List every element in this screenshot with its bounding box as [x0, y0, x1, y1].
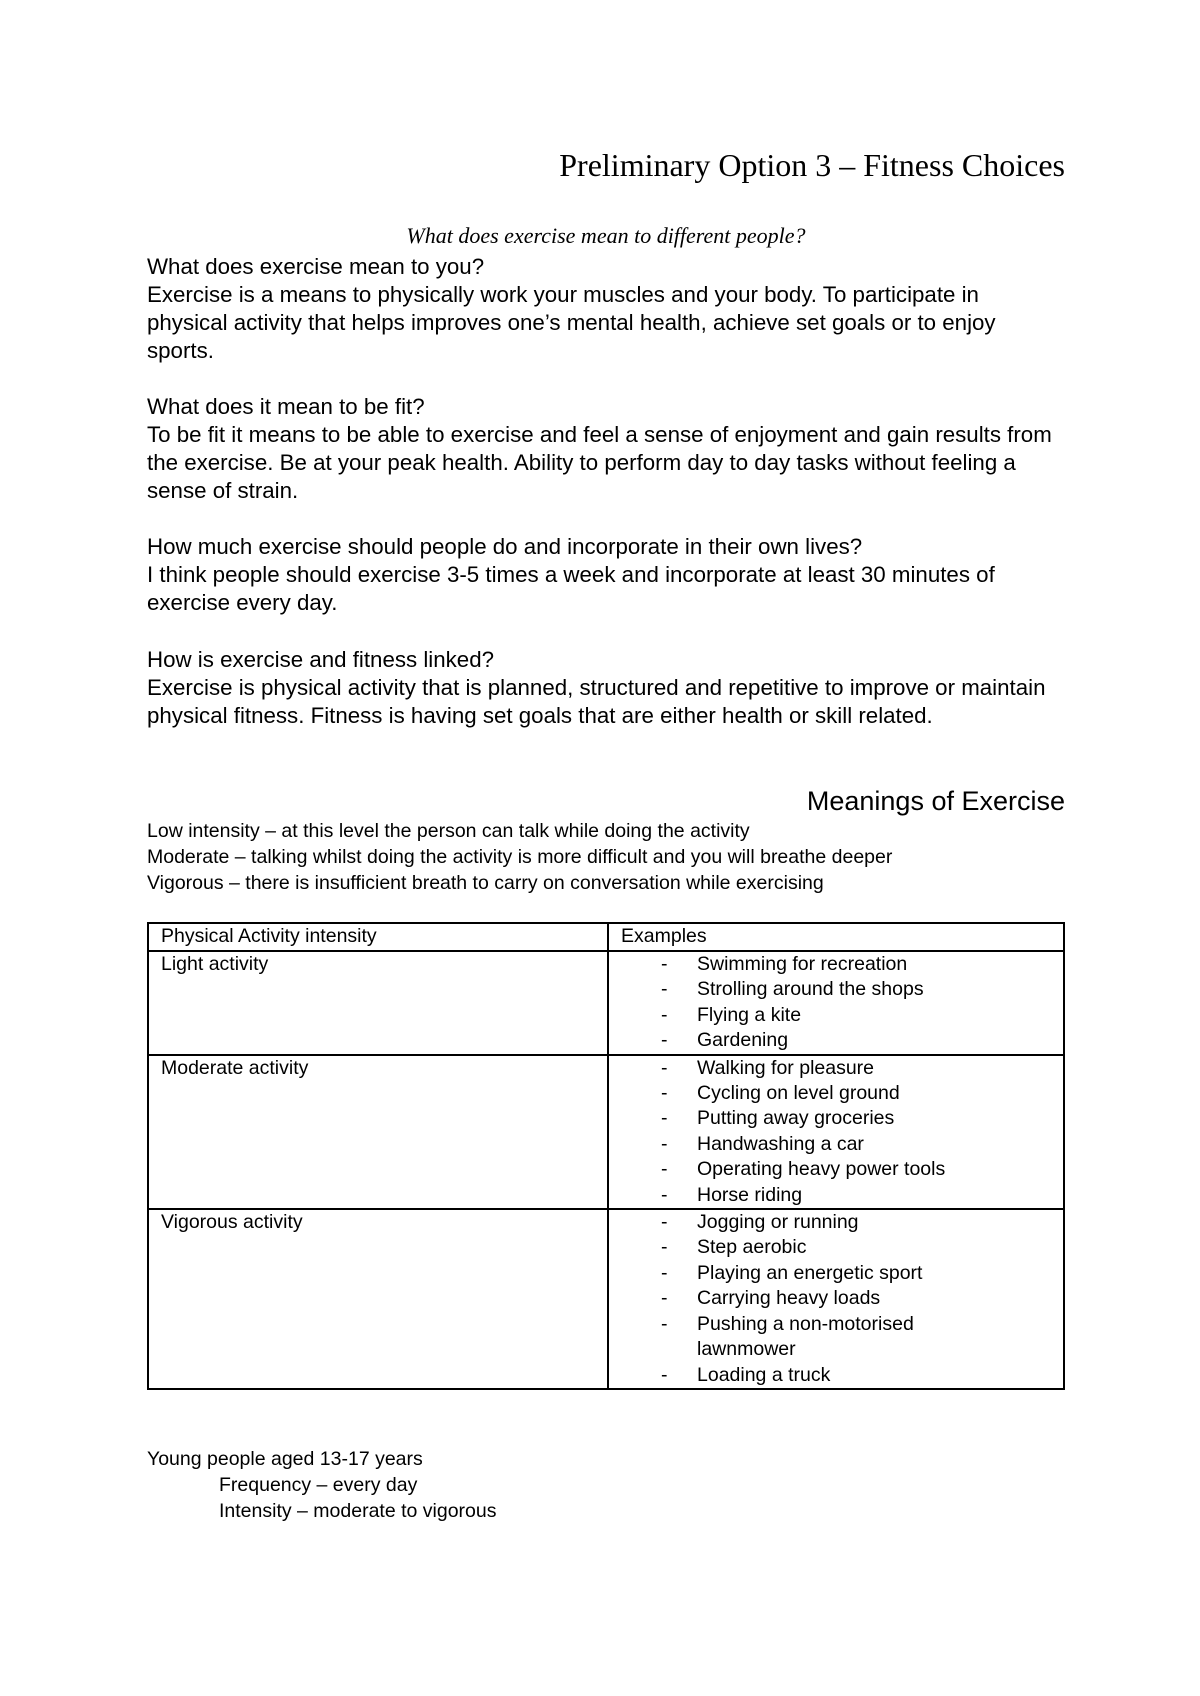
list-item: - Playing an energetic sport	[621, 1261, 997, 1286]
qa-block-3	[147, 533, 1065, 617]
table-row	[148, 1209, 1064, 1389]
young-people-guidelines	[147, 1446, 1065, 1524]
examples-list	[621, 952, 1063, 1054]
meanings-heading: Meanings of Exercise	[806, 786, 1065, 816]
bullet-dash: -	[661, 1107, 668, 1130]
list-item: - Loading a truck	[621, 1363, 997, 1388]
qa-block-1	[147, 253, 1065, 365]
answer-1: Exercise is a means to physically work your muscles and your body. To participate in physical activity that helps improves one’s mental health, achieve set goals or to enjoy sports.	[147, 282, 996, 363]
qa-block-4	[147, 646, 1065, 730]
examples-cell	[608, 1055, 1064, 1209]
activity-table	[147, 922, 1065, 1390]
intensity-cell: Moderate activity	[148, 1055, 608, 1209]
list-item: - Jogging or running	[621, 1210, 997, 1235]
examples-list	[621, 1056, 1063, 1208]
answer-2: To be fit it means to be able to exercise and feel a sense of enjoyment and gain results from the exercise. Be at your peak health. Ability to perform day to day tasks without feeling a sense of strain.	[147, 422, 1052, 503]
bullet-dash: -	[661, 1261, 668, 1284]
bullet-dash: -	[661, 1029, 668, 1052]
bullet-dash: -	[661, 1183, 668, 1206]
list-item: - Gardening	[621, 1028, 997, 1053]
bullet-dash: -	[661, 1132, 668, 1155]
list-item: - Flying a kite	[621, 1003, 997, 1028]
list-item: - Cycling on level ground	[621, 1081, 997, 1106]
table-header-row	[148, 923, 1064, 951]
answer-3: I think people should exercise 3-5 times a week and incorporate at least 30 minutes of exercise every day.	[147, 562, 995, 615]
examples-cell	[608, 1209, 1064, 1389]
bullet-dash: -	[661, 953, 668, 975]
page-subtitle: What does exercise mean to different people?	[406, 223, 806, 248]
page-title: Preliminary Option 3 – Fitness Choices	[559, 147, 1065, 183]
answer-4: Exercise is physical activity that is planned, structured and repetitive to improve or maintain physical fitness. Fitness is having set goals that are either health or skill related.	[147, 675, 1046, 728]
bullet-dash: -	[661, 1236, 668, 1259]
bullet-dash: -	[661, 1056, 668, 1079]
list-item: - Swimming for recreation	[621, 952, 997, 977]
bullet-dash: -	[661, 1287, 668, 1310]
bullet-dash: -	[661, 1363, 668, 1386]
level-vigorous: Vigorous – there is insufficient breath to carry on conversation while exercising	[147, 872, 824, 894]
table-row	[148, 951, 1064, 1055]
intensity-cell: Light activity	[148, 951, 608, 1055]
bullet-dash: -	[661, 1211, 668, 1234]
bullet-dash: -	[661, 1003, 668, 1026]
bullet-dash: -	[661, 1158, 668, 1181]
list-item: - Step aerobic	[621, 1235, 997, 1260]
level-moderate: Moderate – talking whilst doing the activity is more difficult and you will breathe deeper	[147, 846, 893, 868]
level-low: Low intensity – at this level the person can talk while doing the activity	[147, 820, 750, 842]
examples-cell	[608, 951, 1064, 1055]
table-row	[148, 1055, 1064, 1209]
header-intensity: Physical Activity intensity	[148, 923, 608, 951]
bullet-dash: -	[661, 978, 668, 1001]
question-2: What does it mean to be fit?	[147, 394, 425, 419]
header-examples: Examples	[608, 923, 1064, 951]
list-item: - Pushing a non-motorised lawnmower	[661, 1312, 914, 1361]
question-1: What does exercise mean to you?	[147, 254, 485, 279]
examples-list	[621, 1210, 1063, 1388]
list-item: - Strolling around the shops	[621, 977, 997, 1002]
list-item: - Walking for pleasure	[621, 1056, 997, 1081]
young-people-heading: Young people aged 13-17 years	[147, 1448, 423, 1470]
bullet-dash: -	[661, 1082, 668, 1105]
list-item: - Operating heavy power tools	[621, 1157, 997, 1182]
question-4: How is exercise and fitness linked?	[147, 647, 495, 672]
qa-block-2	[147, 393, 1065, 505]
list-item: - Carrying heavy loads	[621, 1286, 997, 1311]
bullet-dash: -	[661, 1312, 668, 1335]
list-item: - Handwashing a car	[621, 1132, 997, 1157]
question-3: How much exercise should people do and incorporate in their own lives?	[147, 534, 863, 559]
frequency-line: Frequency – every day	[219, 1474, 418, 1496]
list-item: - Horse riding	[621, 1183, 997, 1208]
intensity-line: Intensity – moderate to vigorous	[219, 1500, 497, 1522]
list-item: - Putting away groceries	[621, 1106, 997, 1131]
intensity-cell: Vigorous activity	[148, 1209, 608, 1389]
intensity-levels	[147, 818, 1065, 896]
